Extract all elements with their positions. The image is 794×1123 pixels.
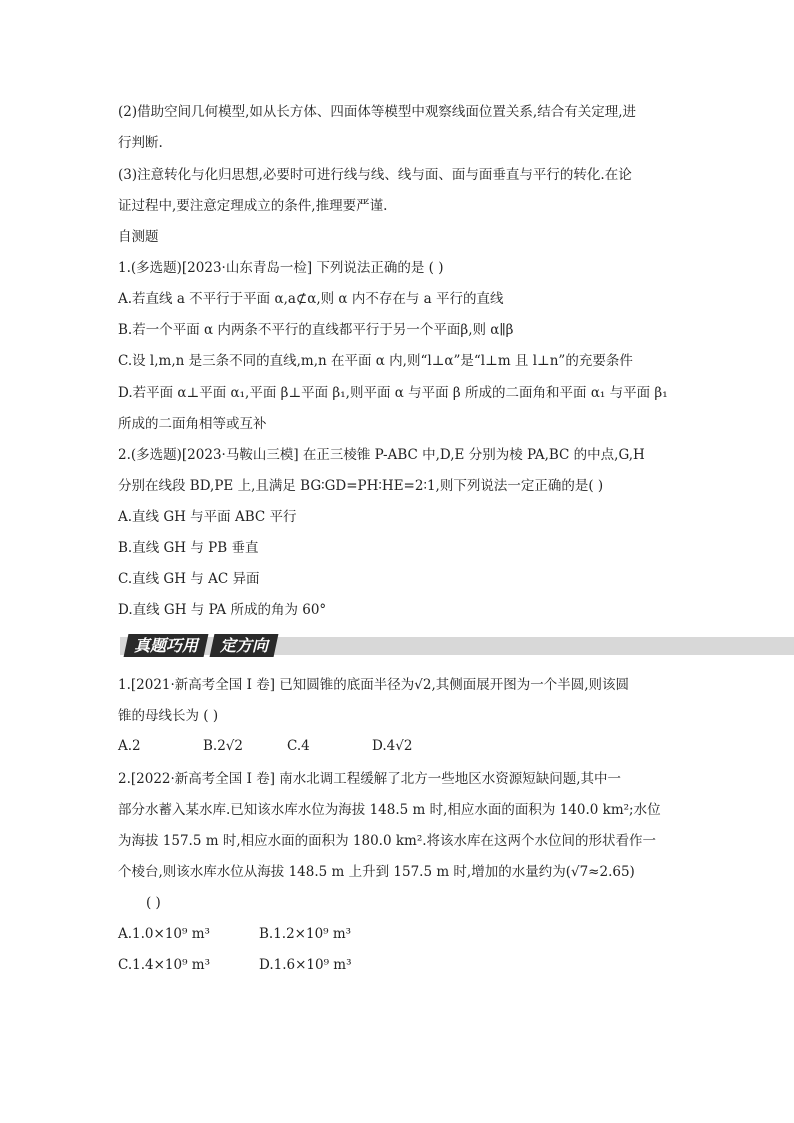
answer-bracket: ( ) bbox=[146, 895, 161, 911]
option-d: D.4√2 bbox=[372, 738, 413, 754]
option-line: C.设 l,m,n 是三条不同的直线,m,n 在平面 α 内,则“l⊥α”是“l⊥m 且 l⊥n”的充要条件 bbox=[118, 353, 633, 369]
section-banner bbox=[120, 633, 794, 659]
banner-tag-1: 真题巧用 bbox=[124, 634, 209, 657]
option-a: A.1.0×10⁹ m³ bbox=[118, 926, 210, 942]
question-stem: 分别在线段 BD,PE 上,且满足 BG∶GD=PH∶HE=2∶1,则下列说法一定正确的是( ) bbox=[118, 478, 604, 494]
option-line: A.若直线 a 不平行于平面 α,a⊄α,则 α 内不存在与 a 平行的直线 bbox=[118, 291, 504, 307]
text-line: 证过程中,要注意定理成立的条件,推理要严谨. bbox=[118, 198, 388, 214]
option-b: B.1.2×10⁹ m³ bbox=[259, 926, 352, 942]
question-stem: 2.(多选题)[2023·马鞍山三模] 在正三棱锥 P-ABC 中,D,E 分别为棱 PA,BC 的中点,G,H bbox=[118, 447, 645, 463]
question-stem: 为海拔 157.5 m 时,相应水面的面积为 180.0 km².将该水库在这两个水位间的形状看作一 bbox=[118, 833, 657, 849]
option-b: B.2√2 bbox=[203, 738, 243, 754]
question-stem: 锥的母线长为 ( ) bbox=[118, 708, 219, 724]
banner-tag-2: 定方向 bbox=[210, 634, 279, 657]
question-stem: 个棱台,则该水库水位从海拔 148.5 m 上升到 157.5 m 时,增加的水量约为(√7≈2.65) bbox=[118, 864, 635, 880]
option-line: 所成的二面角相等或互补 bbox=[118, 416, 267, 432]
text-line: (2)借助空间几何模型,如从长方体、四面体等模型中观察线面位置关系,结合有关定理,进 bbox=[118, 104, 636, 120]
option-line: C.直线 GH 与 AC 异面 bbox=[118, 571, 260, 587]
text-line: (3)注意转化与化归思想,必要时可进行线与线、线与面、面与面垂直与平行的转化.在论 bbox=[118, 167, 632, 183]
option-c: C.4 bbox=[287, 738, 310, 754]
option-c: C.1.4×10⁹ m³ bbox=[118, 957, 211, 973]
question-stem: 部分水蓄入某水库.已知该水库水位为海拔 148.5 m 时,相应水面的面积为 140.0 km²;水位 bbox=[118, 802, 661, 818]
section-heading: 自测题 bbox=[118, 229, 159, 245]
option-line: D.若平面 α⊥平面 α₁,平面 β⊥平面 β₁,则平面 α 与平面 β 所成的二面角和平面 α₁ 与平面 β₁ bbox=[118, 385, 668, 401]
option-line: B.若一个平面 α 内两条不平行的直线都平行于另一个平面β,则 α∥β bbox=[118, 322, 514, 338]
option-line: A.直线 GH 与平面 ABC 平行 bbox=[118, 509, 297, 525]
option-d: D.1.6×10⁹ m³ bbox=[259, 957, 352, 973]
question-stem: 1.[2021·新高考全国 Ⅰ 卷] 已知圆锥的底面半径为√2,其侧面展开图为一个半圆,则该圆 bbox=[118, 677, 630, 693]
option-line: D.直线 GH 与 PA 所成的角为 60° bbox=[118, 602, 327, 618]
option-line: B.直线 GH 与 PB 垂直 bbox=[118, 540, 259, 556]
option-a: A.2 bbox=[118, 738, 141, 754]
question-stem: 2.[2022·新高考全国 Ⅰ 卷] 南水北调工程缓解了北方一些地区水资源短缺问题,其中一 bbox=[118, 771, 622, 787]
text-line: 行判断. bbox=[118, 135, 163, 151]
question-stem: 1.(多选题)[2023·山东青岛一检] 下列说法正确的是 ( ) bbox=[118, 260, 444, 276]
